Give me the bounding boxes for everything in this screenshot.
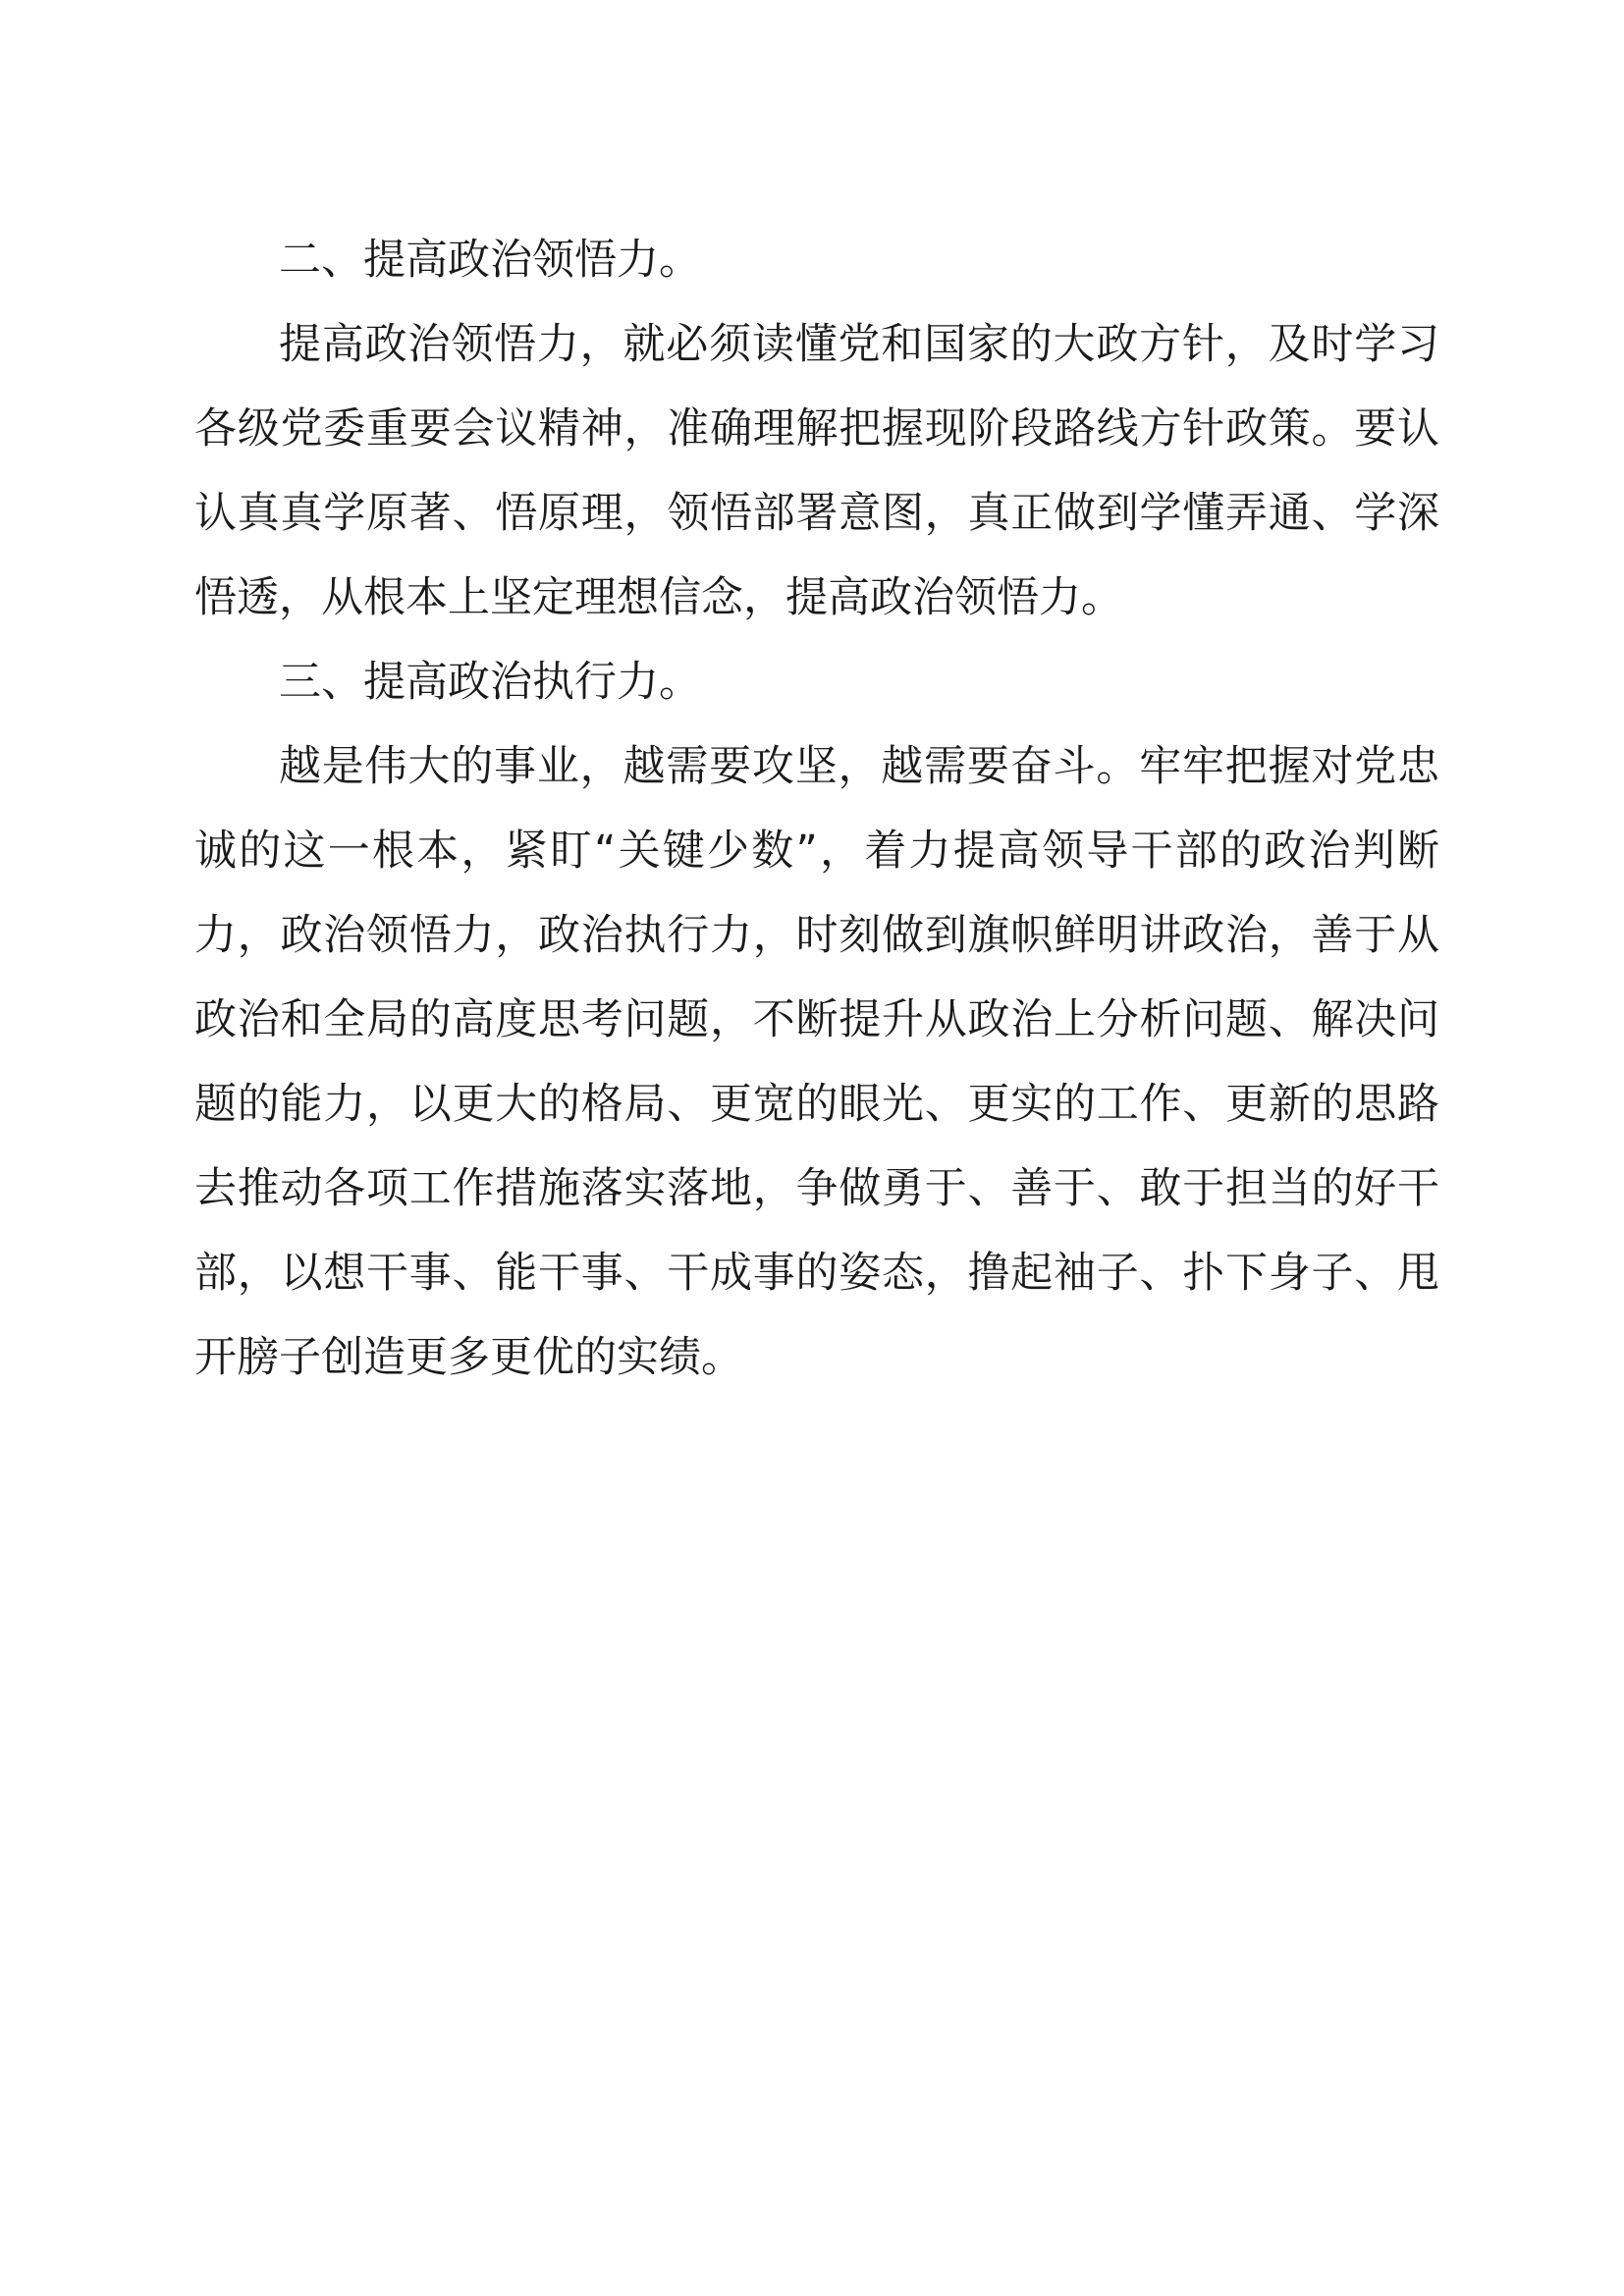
section-heading-2: 二、提高政治领悟力。: [279, 236, 701, 285]
document-body: [194, 218, 1439, 1400]
section-paragraph-3: 越是伟大的事业，越需要攻坚，越需要奋斗。牢牢把握对党忠诚的这一根本，紧盯“关键少数”，着力提高领导干部的政治判断力，政治领悟力，政治执行力，时刻做到旗帜鲜明讲政治，善于从政治和全局的高度思考问题，不断提升从政治上分析问题、解决问题的能力，以更大的格局、更宽的眼光、更实的工作、更新的思路去推动各项工作措施落实落地，争做勇于、善于、敢于担当的好干部，以想干事、能干事、干成事的姿态，撸起袖子、扑下身子、甩开膀子创造更多更优的实绩。: [194, 742, 1439, 1382]
section-heading-3: 三、提高政治执行力。: [279, 658, 701, 707]
section-paragraph-2: 提高政治领悟力，就必须读懂党和国家的大政方针，及时学习各级党委重要会议精神，准确理解把握现阶段路线方针政策。要认认真真学原著、悟原理，领悟部署意图，真正做到学懂弄通、学深悟透，从根本上坚定理想信念，提高政治领悟力。: [194, 320, 1439, 622]
